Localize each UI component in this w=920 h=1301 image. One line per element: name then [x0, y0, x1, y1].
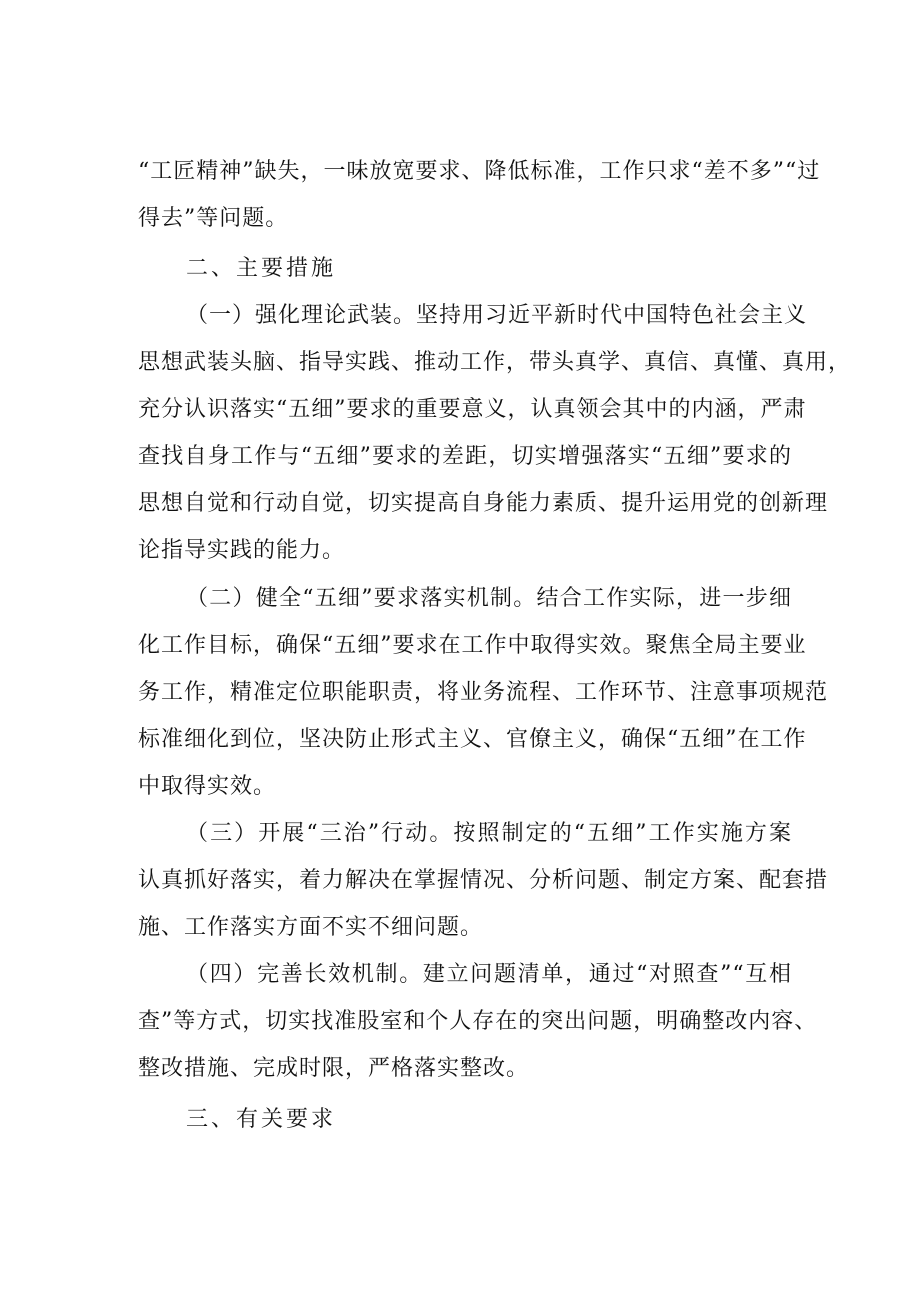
section-heading-requirements: 三、有关要求 [186, 1107, 337, 1132]
p4-line-1: （四）完善长效机制。建立问题清单，通过“对照查”“互相 [186, 962, 792, 987]
p2-line-2: 化工作目标，确保“五细”要求在工作中取得实效。聚焦全局主要业 [138, 633, 807, 658]
section-heading-main-measures: 二、主要措施 [186, 256, 337, 281]
intro-line-1: “工匠精神”缺失，一味放宽要求、降低标准，工作只求“差不多”“过 [138, 159, 821, 184]
p1-line-1: （一）强化理论武装。坚持用习近平新时代中国特色社会主义 [186, 303, 808, 328]
p2-line-1: （二）健全“五细”要求落实机制。结合工作实际，进一步细 [186, 586, 792, 611]
p3-line-1: （三）开展“三治”行动。按照制定的“五细”工作实施方案 [186, 821, 792, 846]
p1-line-6: 论指导实践的能力。 [138, 538, 346, 563]
p2-line-5: 中取得实效。 [138, 774, 277, 799]
p1-line-2: 思想武装头脑、指导实践、推动工作，带头真学、真信、真懂、真用， [138, 350, 852, 375]
p2-line-4: 标准细化到位，坚决防止形式主义、官僚主义，确保“五细”在工作 [138, 727, 807, 752]
p1-line-3: 充分认识落实“五细”要求的重要意义，认真领会其中的内涵，严肃 [138, 397, 807, 422]
p1-line-5: 思想自觉和行动自觉，切实提高自身能力素质、提升运用党的创新理 [138, 491, 829, 516]
p1-line-4: 查找自身工作与“五细”要求的差距，切实增强落实“五细”要求的 [138, 444, 792, 469]
p3-line-3: 施、工作落实方面不实不细问题。 [138, 915, 484, 940]
p2-line-3: 务工作，精准定位职能职责，将业务流程、工作环节、注意事项规范 [138, 680, 829, 705]
p4-line-2: 查”等方式，切实找准股室和个人存在的突出问题，明确整改内容、 [138, 1009, 818, 1034]
intro-line-2: 得去”等问题。 [138, 206, 289, 231]
p4-line-3: 整改措施、完成时限，严格落实整改。 [138, 1056, 530, 1081]
p3-line-2: 认真抓好落实，着力解决在掌握情况、分析问题、制定方案、配套措 [138, 868, 829, 893]
